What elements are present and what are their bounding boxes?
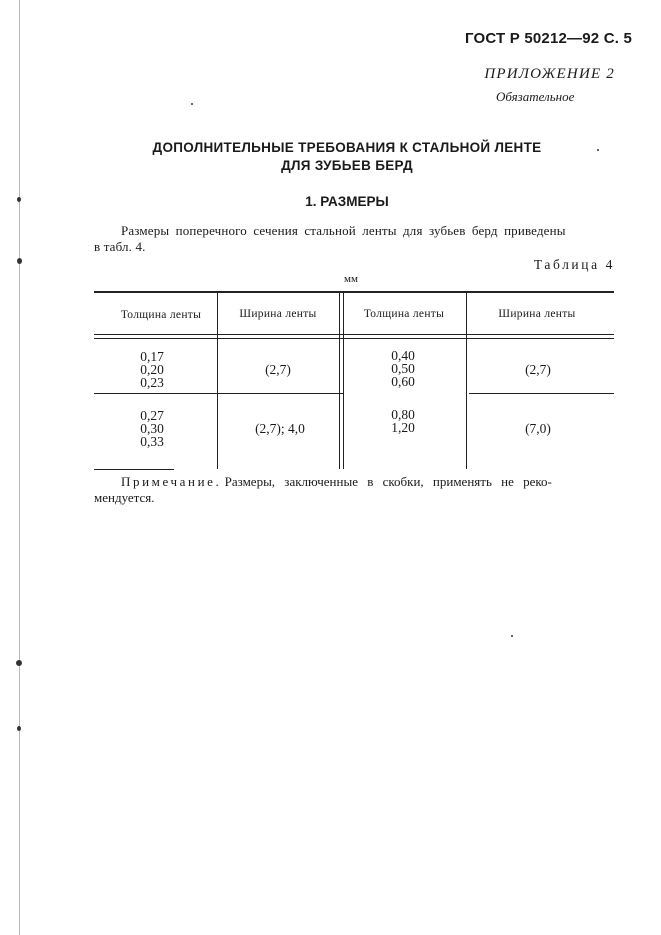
scan-speck xyxy=(17,726,21,731)
table-top-rule xyxy=(94,291,614,293)
column-header-thickness: Толщина ленты xyxy=(120,309,202,321)
column-header-width: Ширина ленты xyxy=(239,308,317,320)
appendix-label: ПРИЛОЖЕНИЕ 2 xyxy=(484,66,615,82)
scan-speck xyxy=(16,660,22,666)
table-cell-thickness: 0,20 xyxy=(140,362,164,377)
section-paragraph-line-2: в табл. 4. xyxy=(94,239,146,254)
section-paragraph-line-1: Размеры поперечного сечения стальной ленты для зубьев берд приведены xyxy=(121,223,566,238)
table-cell-thickness: 0,60 xyxy=(391,374,415,389)
table-cell-thickness: 0,80 xyxy=(391,407,415,422)
document-title-line-1: ДОПОЛНИТЕЛЬНЫЕ ТРЕБОВАНИЯ К СТАЛЬНОЙ ЛЕНТЕ xyxy=(152,140,542,155)
scan-margin-line xyxy=(19,0,20,935)
table-cell-thickness: 0,50 xyxy=(391,361,415,376)
appendix-status: Обязательное xyxy=(496,89,575,104)
table-note-line-1 xyxy=(121,474,615,490)
table-double-divider-left xyxy=(339,293,340,469)
column-header-thickness: Толщина ленты xyxy=(363,308,445,320)
note-label: Примечание. xyxy=(121,474,222,489)
table-cell-thickness: 0,30 xyxy=(140,421,164,436)
table-row-divider xyxy=(94,393,344,394)
table-column-divider xyxy=(217,293,218,469)
scan-speck xyxy=(597,149,599,151)
table-cell-width: (2,7) xyxy=(525,362,551,377)
table-bottom-rule xyxy=(94,469,174,470)
page-header-standard-ref: ГОСТ Р 50212—92 С. 5 xyxy=(465,30,633,47)
table-double-divider-right xyxy=(343,293,344,469)
table-column-divider xyxy=(466,293,467,469)
section-heading: 1. РАЗМЕРЫ xyxy=(305,194,389,209)
document-title-line-2: ДЛЯ ЗУБЬЕВ БЕРД xyxy=(281,158,413,173)
table-row-divider-right xyxy=(469,393,614,394)
table-note-line-2: мендуется. xyxy=(94,490,155,505)
scan-speck xyxy=(191,103,193,105)
column-header-width: Ширина ленты xyxy=(498,308,576,320)
table-cell-width: (2,7) xyxy=(265,362,291,377)
scan-speck xyxy=(17,197,21,202)
table-cell-width: (2,7); 4,0 xyxy=(255,421,305,436)
table-cell-width: (7,0) xyxy=(525,421,551,436)
table-header-rule xyxy=(94,334,614,335)
table-cell-thickness: 0,27 xyxy=(140,408,164,423)
table-cell-thickness: 0,17 xyxy=(140,349,164,364)
table-units: мм xyxy=(344,273,358,285)
table-cell-thickness: 0,40 xyxy=(391,348,415,363)
note-text: Размеры, заключенные в скобки, применять не реко- xyxy=(224,474,552,489)
table-cell-thickness: 0,33 xyxy=(140,434,164,449)
scan-speck xyxy=(511,635,513,637)
table-cell-thickness: 1,20 xyxy=(391,420,415,435)
table-label: Таблица 4 xyxy=(533,257,615,272)
scan-speck xyxy=(17,258,22,264)
table-header-rule-second xyxy=(94,338,614,339)
table-cell-thickness: 0,23 xyxy=(140,375,164,390)
